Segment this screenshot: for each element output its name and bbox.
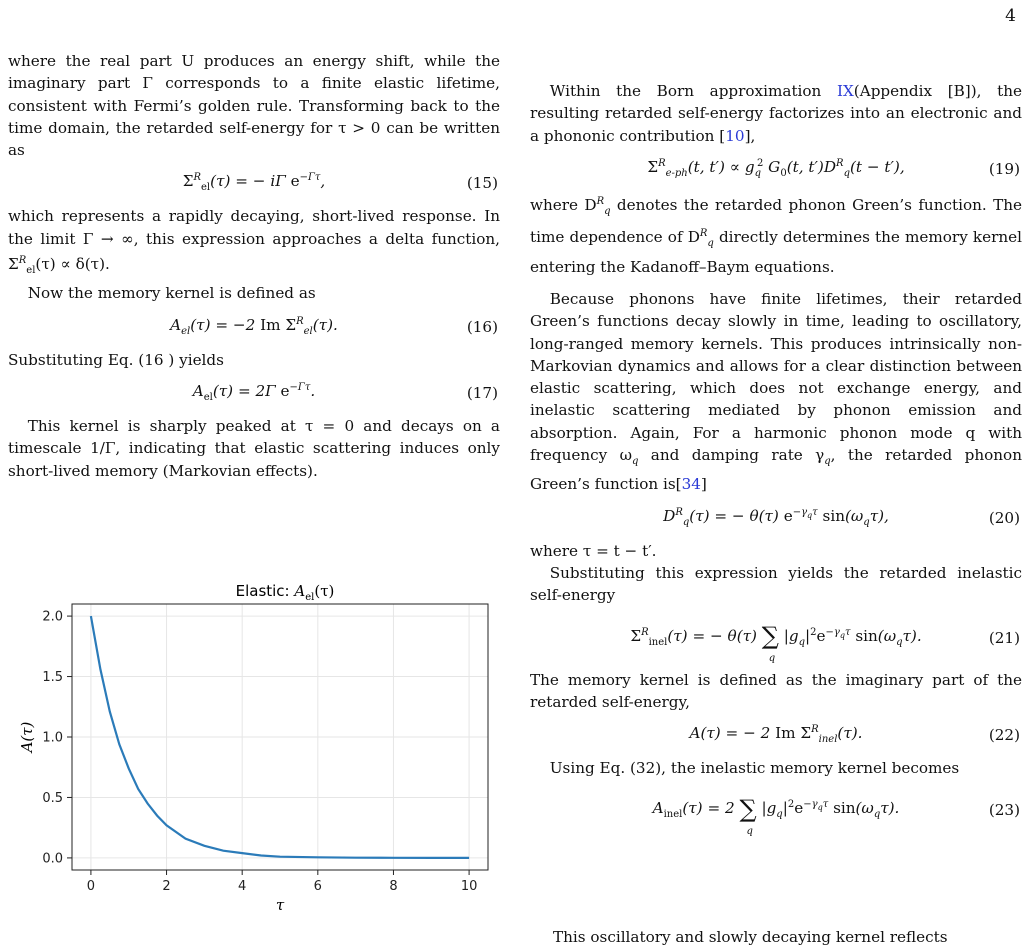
equation-16 <box>8 305 500 349</box>
x-tick-label: 2 <box>162 879 171 894</box>
equation-15 <box>8 161 500 205</box>
page-number: 4 <box>1005 6 1016 26</box>
chart-title: Elastic: $A_{el}(\tau)$ <box>235 582 335 603</box>
equation-20 <box>530 496 1022 540</box>
x-tick-label: 8 <box>389 879 398 894</box>
citation-34-link[interactable]: 34 <box>681 475 701 494</box>
y-axis-label: A(τ) <box>18 721 36 753</box>
equation-20-body: $D^R_q(\tau)$ = − θ(τ) $e^{-\gamma_q\tau}$ $\sin(\omega_q\tau)$, <box>663 506 889 528</box>
equation-21-number: (21) <box>988 628 1020 647</box>
equation-22-body: A(τ) = − 2 Im $\Sigma^R_{inel}(\tau)$. <box>689 723 863 746</box>
equation-16-number: (16) <box>466 317 498 336</box>
equation-15-number: (15) <box>466 174 498 193</box>
right-paragraph-7: Using Eq. (32), the inelastic memory kernel becomes <box>549 759 960 778</box>
y-tick-label: 1.5 <box>42 670 63 686</box>
equation-17 <box>8 371 500 415</box>
x-tick-label: 4 <box>238 879 247 894</box>
right-paragraph-3: Because phonons have finite lifetimes, their retarded Green’s functions decay slowly in time, leading to oscillatory, long-ranged memory kernels. This produces intrinsically non-Markovian dynamics and allows for a clear distinction between elastic scattering, which does not exchange energy, and inelastic scattering mediated by phonon emission and absorption. Again, For a harmonic phonon mode q with frequency $\omega_q$ and damping rate $\gamma_q$, the retarded phonon Green’s function is[34] <box>530 289 1022 494</box>
right-paragraph-2: where $D^R_q$ denotes the retarded phonon Green’s function. The time dependence of $D^R_q$ directly determines the memory kernel entering the Kadanoff–Baym equations. <box>530 195 1022 276</box>
right-paragraph-1: Within the Born approximation IX(Appendix [B]), the resulting retarded self-energy factorizes into an electronic and a phononic contribution [10], <box>530 82 1022 145</box>
equation-19-number: (19) <box>988 159 1020 178</box>
equation-23-number: (23) <box>988 801 1020 820</box>
left-paragraph-1: where the real part U produces an energy shift, while the imaginary part Γ corresponds to a finite elastic lifetime, consistent with Fermi’s golden rule. Transforming back to the time domain, the retarded self-energy for τ > 0 can be written as <box>8 52 500 160</box>
y-tick-label: 2.0 <box>42 609 63 625</box>
elastic-kernel-figure <box>0 574 500 914</box>
left-paragraph-3: Now the memory kernel is defined as <box>27 284 316 303</box>
x-tick-label: 0 <box>86 879 96 894</box>
equation-19-body: $\Sigma^R_{e-ph}(t$, $t') \propto g_q^2$ $G_0(t$, $t')D^R_q(t - t')$, <box>647 157 905 179</box>
left-paragraph-4: Substituting Eq. (16 ) yields <box>8 350 224 369</box>
equation-17-number: (17) <box>466 383 498 402</box>
equation-16-body: $A_{el}(\tau) = -2$ Im $\Sigma^R_{el}(\tau)$. <box>170 315 338 337</box>
right-paragraph-6: The memory kernel is defined as the imaginary part of the retarded self-energy, <box>530 670 1022 711</box>
right-cut-line: This oscillatory and slowly decaying kernel reflects <box>553 928 948 946</box>
equation-21 <box>530 607 1022 669</box>
y-tick-label: 1.0 <box>42 730 63 746</box>
x-axis-label: τ <box>275 896 285 914</box>
equation-21-body: $\Sigma^R_{inel}(\tau)$ = − θ(τ) ∑ q $|g_q|^2e^{-\gamma_q\tau}$ $\sin(\omega_q\tau)$. <box>630 622 922 665</box>
right-column <box>530 80 1022 841</box>
equation-15-body: $\Sigma^R_{el}(\tau)$ = − iΓ $e^{-\Gamma\tau}$, <box>182 172 326 194</box>
equation-20-number: (20) <box>988 508 1020 527</box>
y-tick-label: 0.5 <box>42 790 63 806</box>
equation-19 <box>530 147 1022 191</box>
left-paragraph-2: which represents a rapidly decaying, short-lived response. In the limit Γ → ∞, this expression approaches a delta function, $\Sigma^R_{el}(\tau) \propto \delta(\tau)$. <box>8 207 500 277</box>
left-paragraph-5: This kernel is sharply peaked at τ = 0 and decays on a timescale 1/Γ, indicating that elastic scattering induces only short-lived memory (Markovian effects). <box>8 417 500 480</box>
elastic-kernel-chart <box>0 574 500 914</box>
equation-22 <box>530 713 1022 757</box>
right-paragraph-5: Substituting this expression yields the retarded inelastic self-energy <box>530 563 1022 605</box>
x-tick-label: 10 <box>460 879 478 894</box>
x-tick-label: 6 <box>313 879 322 894</box>
y-tick-label: 0.0 <box>42 851 63 867</box>
appendix-link[interactable]: IX <box>836 82 854 100</box>
equation-23-body: $A_{inel}(\tau) = 2$ ∑ q $|g_q|^2e^{-\gamma_q\tau}$ $\sin(\omega_q\tau)$. <box>652 795 900 838</box>
equation-17-body: $A_{el}(\tau) = 2\Gamma$ $e^{-\Gamma\tau}$. <box>192 381 316 403</box>
equation-23 <box>530 779 1022 841</box>
left-column <box>8 50 500 482</box>
citation-10-link[interactable]: 10 <box>725 126 745 145</box>
right-paragraph-4: where τ = t − t′. <box>530 541 657 560</box>
equation-22-number: (22) <box>988 726 1020 745</box>
